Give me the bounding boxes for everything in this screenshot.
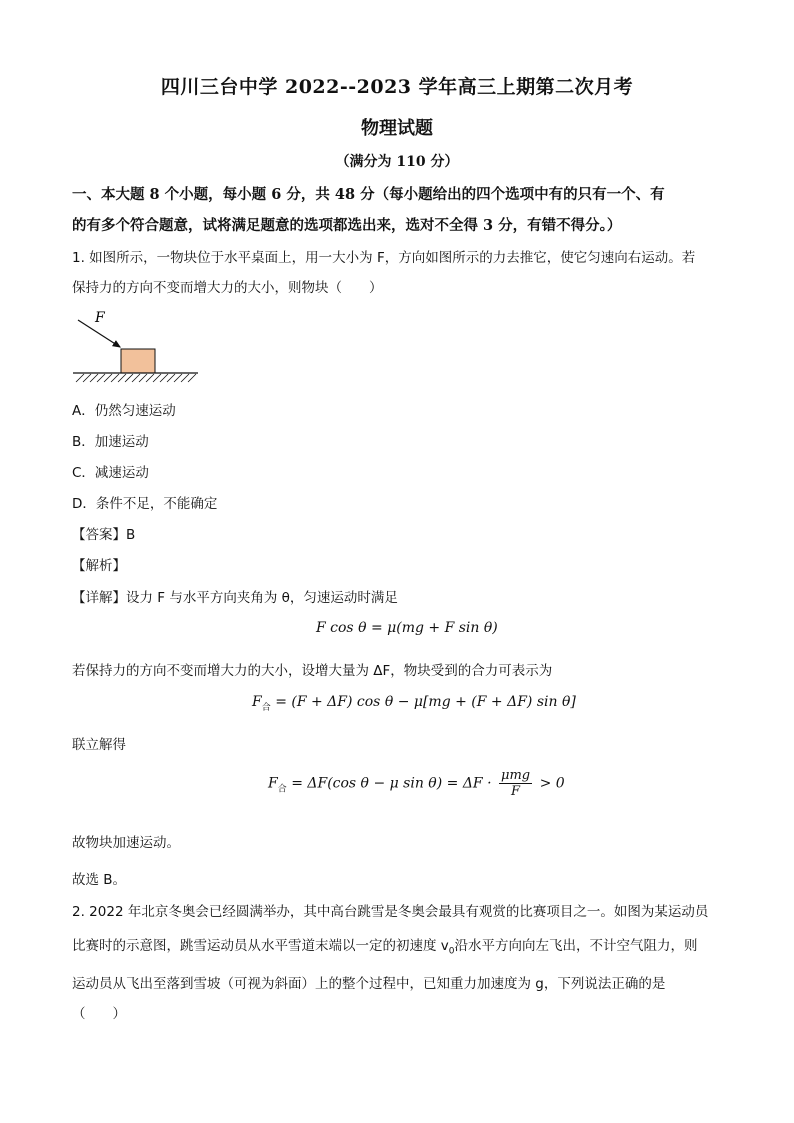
eq1-right: = μ(mg + F sin θ) (370, 620, 498, 636)
answer-tag: 【答案】 (72, 527, 126, 543)
equation-1 (316, 620, 498, 636)
eq3-denominator: F (511, 784, 521, 799)
q1-text-5: 故选 B。 (72, 872, 127, 888)
answer-value: B (126, 527, 136, 543)
eq2-subscript: 合 (261, 702, 271, 713)
q2-line4: （ ） (72, 1006, 126, 1022)
q1-text-4: 故物块加速运动。 (72, 835, 180, 851)
q2-line2-part-b: 沿水平方向向左飞出，不计空气阻力，则 (454, 938, 698, 954)
score-note: （满分为 110 分） (335, 154, 459, 170)
subject-title: 物理试题 (361, 118, 433, 139)
ground-hatching (76, 374, 196, 382)
q1-stem-line2: 保持力的方向不变而增大力的大小，则物块（ ） (72, 280, 383, 296)
q1-stem-line1: 1. 如图所示，一物块位于水平桌面上，用一大小为 F，方向如图所示的力去推它，使它匀速向右运动。若 (72, 250, 696, 266)
q1-text-3: 联立解得 (72, 737, 126, 753)
q1-text-2: 若保持力的方向不变而增大力的大小，设增大量为 ΔF，物块受到的合力可表示为 (72, 663, 553, 679)
q1-force-diagram (70, 300, 205, 388)
q2-line2-part-a: 比赛时的示意图，跳雪运动员从水平雪道末端以一定的初速度 v (72, 938, 449, 954)
q1-option-c: C．减速运动 (72, 465, 149, 481)
q2-line2 (72, 934, 698, 957)
eq3-subscript: 合 (277, 784, 287, 795)
equation-2 (252, 694, 576, 713)
q1-option-a: A．仍然匀速运动 (72, 403, 176, 419)
section-instruction-line1: 一、本大题 8 个小题，每小题 6 分，共 48 分（每小题给出的四个选项中有的只有一个、有 (72, 186, 665, 203)
q2-line1: 2. 2022 年北京冬奥会已经圆满举办，其中高台跳雪是冬奥会最具有观赏的比赛项目之一。如图为某运动员 (72, 904, 709, 920)
section-instruction-line2: 的有多个符合题意，试将满足题意的选项都选出来，选对不全得 3 分，有错不得分。） (72, 217, 622, 234)
block-shape (121, 349, 155, 373)
equation-3 (268, 768, 565, 799)
detail-tag: 【详解】 (72, 590, 126, 606)
exam-title: 四川三台中学 2022--2023 学年高三上期第二次月考 (160, 76, 634, 98)
force-label: F (95, 310, 105, 326)
eq1-left: F cos θ (316, 620, 367, 636)
q1-option-d: D．条件不足，不能确定 (72, 496, 218, 512)
eq3-mid: = ΔF(cos θ − μ sin θ) = ΔF · (291, 775, 492, 792)
q2-line3: 运动员从飞出至落到雪坡（可视为斜面）上的整个过程中，已知重力加速度为 g，下列说法正确的是 (72, 976, 666, 992)
q2-v0-subscript: 0 (448, 946, 455, 957)
detail-text: 设力 F 与水平方向夹角为 θ，匀速运动时满足 (126, 590, 398, 606)
eq3-lhs: F (268, 775, 278, 792)
q1-answer-line (72, 523, 135, 543)
eq3-tail: > 0 (539, 775, 565, 792)
q1-option-b: B．加速运动 (72, 434, 149, 450)
eq3-numerator: μmg (501, 768, 531, 783)
eq3-fraction (499, 768, 532, 799)
analysis-tag: 【解析】 (72, 558, 126, 574)
detail-line (72, 586, 398, 606)
eq2-lhs: F (252, 694, 262, 710)
eq2-rhs: = (F + ΔF) cos θ − μ[mg + (F + ΔF) sin θ] (275, 694, 576, 710)
